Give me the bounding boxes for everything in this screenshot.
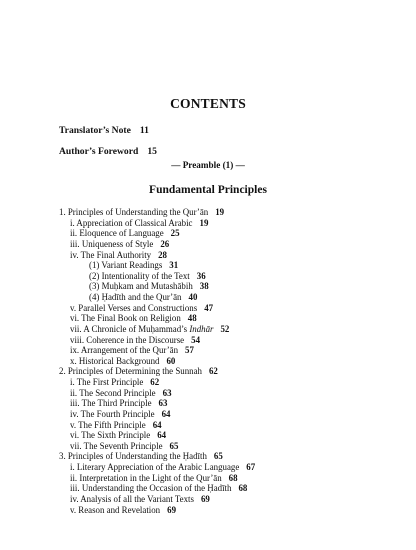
page-number: 38 [199, 281, 209, 292]
toc-entry[interactable] [59, 483, 399, 494]
entry-title: Author’s Foreword [59, 146, 139, 157]
toc-entry[interactable] [59, 239, 399, 250]
page-number: 54 [191, 334, 200, 345]
toc-entry[interactable] [59, 441, 399, 452]
toc-entry[interactable] [59, 292, 399, 303]
page-number: 68 [238, 483, 248, 494]
entry-title: iv. The Fourth Principle [70, 408, 155, 419]
toc-entry[interactable] [59, 313, 399, 324]
entry-title: i. Literary Appreciation of the Arabic Language [70, 462, 240, 472]
entry-title: v. Reason and Revelation [70, 504, 161, 515]
page-number: 15 [147, 146, 157, 157]
toc-entry[interactable] [59, 218, 399, 229]
toc-entry[interactable] [59, 228, 399, 239]
entry-title: (2) Intentionality of the Text [89, 270, 190, 281]
entry-title: v. The Fifth Principle [70, 419, 146, 430]
toc-entry[interactable] [59, 281, 399, 292]
toc-entry[interactable] [59, 303, 399, 314]
toc-entry[interactable] [59, 324, 399, 335]
entry-title: (3) Muḥkam and Mutashābih [89, 281, 193, 292]
page-number: 11 [139, 125, 149, 136]
page-number: 52 [220, 323, 230, 334]
entry-title: x. Historical Background [70, 355, 160, 366]
page-number: 48 [187, 313, 197, 324]
toc-entry[interactable] [59, 366, 399, 377]
entry-title: ii. Interpretation in the Light of the Qur’ān [70, 472, 222, 483]
toc-entry[interactable] [59, 398, 399, 409]
page-number: 69 [167, 504, 176, 515]
entry-title: vii. The Seventh Principle [70, 440, 163, 451]
toc-entry[interactable] [59, 409, 399, 420]
entry-title: vi. The Sixth Principle [70, 430, 151, 441]
toc-entry[interactable] [59, 462, 399, 473]
entry-title: Translator’s Note [59, 125, 131, 136]
page-number: 64 [161, 408, 171, 419]
toc-entry[interactable] [59, 345, 399, 356]
front-matter-translators-note[interactable] [59, 125, 149, 136]
entry-title: 3. Principles of Understanding the Ḥadīth [59, 451, 207, 462]
entry-title: ix. Arrangement of the Qur’ān [70, 345, 179, 356]
contents-heading: CONTENTS [170, 96, 246, 111]
page-number: 57 [185, 345, 194, 356]
page-number: 65 [213, 451, 223, 462]
page-number: 40 [188, 292, 198, 302]
toc-entry[interactable] [59, 388, 399, 399]
preamble-label: — Preamble (1) — [171, 160, 245, 170]
page-number: 36 [196, 270, 206, 281]
entry-title: i. Appreciation of Classical Arabic [70, 217, 193, 228]
toc-entry[interactable] [59, 473, 399, 484]
page-number: 19 [215, 207, 225, 217]
page-number: 62 [150, 377, 160, 387]
page-number: 63 [158, 398, 168, 409]
table-of-contents [59, 207, 399, 515]
entry-title-italic: Indhār [189, 323, 214, 334]
toc-entry[interactable] [59, 430, 399, 441]
entry-title: iii. Understanding the Occasion of the Ḥadīth [70, 483, 232, 494]
entry-title: iv. Analysis of all the Variant Texts [70, 493, 194, 504]
entry-title: (4) Ḥadīth and the Qur’ān [89, 292, 182, 302]
page-number: 28 [158, 249, 167, 260]
page-number: 64 [157, 430, 167, 441]
entry-title: viii. Coherence in the Discourse [70, 334, 185, 345]
toc-entry[interactable] [59, 207, 399, 218]
entry-title: iii. Uniqueness of Style [70, 238, 154, 249]
page-number: 60 [166, 355, 176, 366]
page-number: 65 [169, 440, 179, 451]
page-number: 64 [152, 419, 162, 430]
entry-title: (1) Variant Readings [89, 260, 163, 271]
toc-entry[interactable] [59, 271, 399, 282]
toc-entry[interactable] [59, 335, 399, 346]
toc-entry[interactable] [59, 494, 399, 505]
toc-entry[interactable] [59, 505, 399, 516]
entry-title: 2. Principles of Determining the Sunnah [59, 366, 202, 377]
page-number: 26 [160, 238, 170, 249]
page-number: 25 [170, 228, 180, 239]
front-matter-authors-foreword[interactable] [59, 146, 157, 157]
page-number: 63 [162, 387, 172, 398]
page-number: 68 [228, 472, 238, 483]
entry-title: iv. The Final Authority [70, 249, 152, 260]
page-number: 31 [169, 260, 179, 271]
entry-title: iii. The Third Principle [70, 398, 152, 409]
page-number: 19 [199, 217, 209, 228]
entry-title: ii. Eloquence of Language [70, 228, 164, 239]
page-number: 67 [246, 462, 256, 472]
toc-entry[interactable] [59, 420, 399, 431]
entry-title: 1. Principles of Understanding the Qur’ān [59, 207, 209, 217]
page-number: 69 [200, 493, 210, 504]
toc-entry[interactable] [59, 377, 399, 388]
toc-entry[interactable] [59, 356, 399, 367]
page-number: 47 [204, 302, 214, 313]
entry-title: vi. The Final Book on Religion [70, 313, 181, 324]
entry-title: v. Parallel Verses and Constructions [70, 302, 198, 313]
toc-entry[interactable] [59, 250, 399, 261]
entry-title: ii. The Second Principle [70, 387, 156, 398]
toc-entry[interactable] [59, 451, 399, 462]
section-subheading: Fundamental Principles [149, 184, 267, 196]
entry-title-prefix: vii. A Chronicle of Muḥammad’s [70, 323, 190, 334]
entry-title: i. The First Principle [70, 377, 144, 387]
toc-entry[interactable] [59, 260, 399, 271]
page-number: 62 [208, 366, 218, 377]
